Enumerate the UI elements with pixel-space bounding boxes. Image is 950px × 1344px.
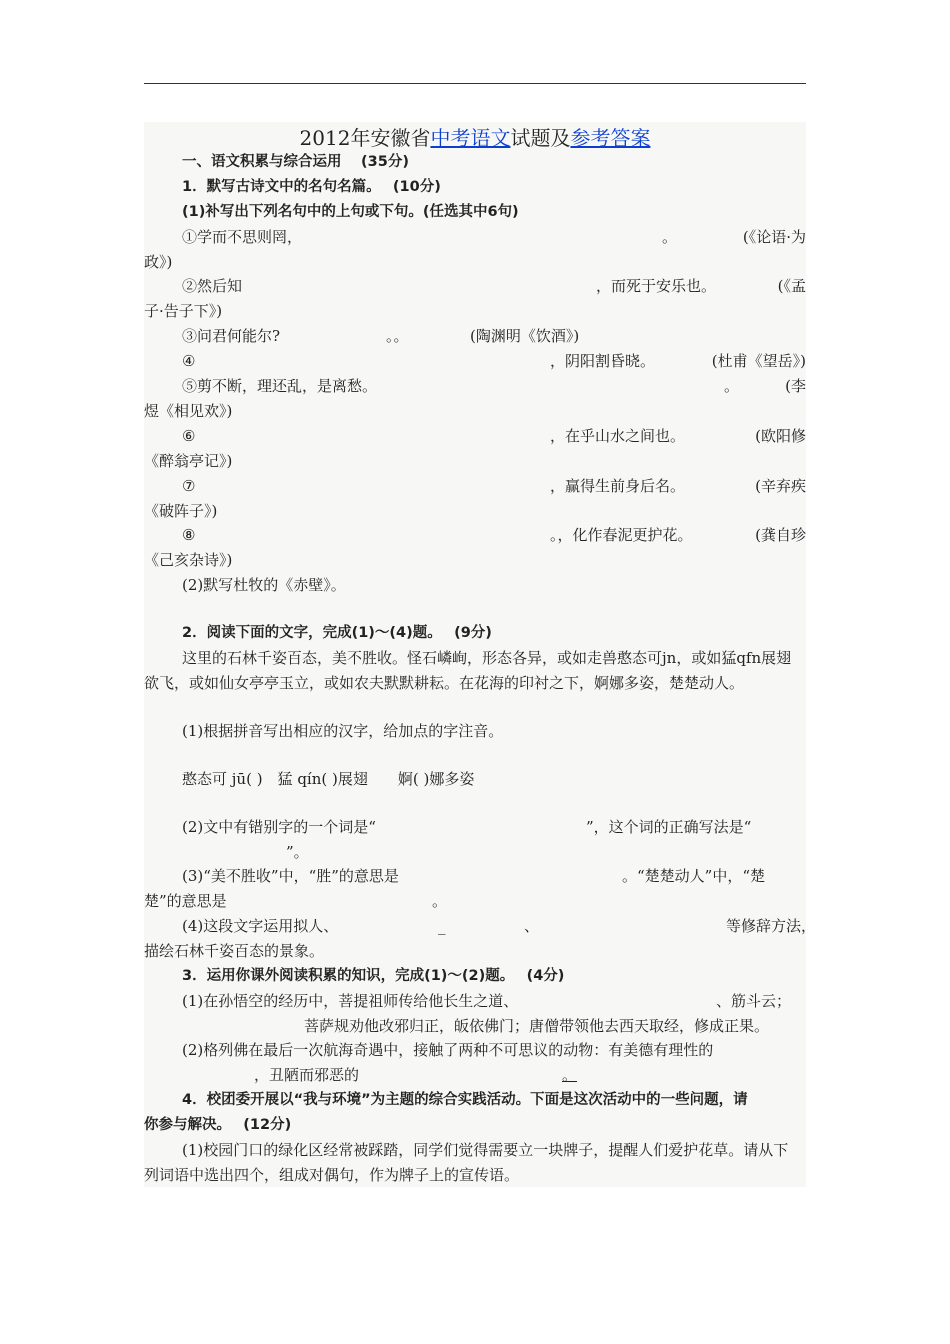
- item-7-cont: 《破阵子》): [144, 502, 218, 520]
- question-4-heading-cont: 你参与解决。 (12分): [144, 1117, 292, 1133]
- item-text: 。: [724, 377, 740, 395]
- item-1-cont: 政》): [144, 253, 173, 271]
- question-1-heading: 1．默写古诗文中的名句名篇。 (10分): [182, 179, 441, 195]
- question-text: 。: [432, 892, 448, 910]
- item-text: ，阴阳割昏晓。: [550, 352, 656, 370]
- link-zhongkao-yuwen[interactable]: 中考语文: [430, 126, 511, 150]
- item-2-cont: 子·告子下》): [144, 302, 223, 320]
- question-text: (3)“美不胜收”中，“胜”的意思是: [182, 867, 399, 885]
- question-1-part-2: (2)默写杜牧的《赤壁》。: [182, 576, 346, 594]
- question-2-part-4: [144, 914, 817, 938]
- question-1-part-1: (1)补写出下列名句中的上句或下句。(任选其中6句): [182, 204, 519, 220]
- item-text: ，赢得生前身后名。: [550, 477, 686, 495]
- question-3-heading: 3．运用你课外阅读积累的知识，完成(1)～(2)题。 (4分): [182, 968, 565, 984]
- item-3: [144, 324, 806, 348]
- question-3-part-2: (2)格列佛在最后一次航海奇遇中，接触了两种不可思议的动物：有美德有理性的: [182, 1041, 714, 1059]
- item-5: [144, 374, 806, 398]
- item-text: ⑧: [182, 526, 196, 544]
- item-source: (杜甫《望岳》): [711, 352, 806, 370]
- item-source: (龚自珍: [755, 526, 806, 544]
- answer-blank: 。: [562, 1066, 578, 1084]
- question-text: _: [438, 917, 446, 935]
- question-text: 、筋斗云；: [716, 992, 792, 1010]
- item-source: (欧阳修: [755, 427, 806, 445]
- question-text: (2)文中有错别字的一个词是“: [182, 818, 376, 836]
- item-source: (陶渊明《饮酒》): [470, 327, 580, 345]
- item-6: [144, 424, 806, 448]
- item-text: ③问君何能尔?: [182, 327, 281, 345]
- item-source: (李: [785, 377, 806, 395]
- header-rule: [144, 83, 806, 84]
- passage-line-2: 欲飞，或如仙女亭亭玉立，或如农夫默默耕耘。在花海的印衬之下，婀娜多姿，楚楚动人。: [144, 674, 745, 692]
- item-text: ②然后知: [182, 277, 243, 295]
- item-text: ④: [182, 352, 196, 370]
- item-source: (《论语·为: [742, 228, 806, 246]
- item-source: (辛弃疾: [755, 477, 806, 495]
- item-text: ，在乎山水之间也。: [550, 427, 686, 445]
- question-text: ，丑陋而邪恶的: [254, 1066, 360, 1084]
- item-text: 。。: [386, 327, 409, 345]
- item-5-cont: 煜《相见欢》): [144, 402, 233, 420]
- item-1: [144, 225, 806, 249]
- question-2-part-2: [144, 815, 806, 839]
- question-text: 。“楚楚动人”中，“楚: [622, 867, 766, 885]
- question-2-part-4-cont: 描绘石林千姿百态的景象。: [144, 942, 325, 960]
- question-2-part-3-cont: [144, 889, 806, 913]
- pinyin-blanks: 憨态可 jū( ) 猛 qín( )展翅 婀( )娜多姿: [182, 770, 475, 788]
- question-2-part-2-cont: ”。: [286, 843, 309, 861]
- title-text: 试题及: [510, 126, 571, 150]
- item-text: ⑥: [182, 427, 196, 445]
- item-text: 。，化作春泥更护花。: [550, 526, 693, 544]
- item-8: [144, 523, 806, 547]
- item-2: [144, 274, 806, 298]
- question-text: (1)在孙悟空的经历中，菩提祖师传给他长生之道、: [182, 992, 519, 1010]
- item-source: (《孟: [777, 277, 806, 295]
- section-heading: 一、语文积累与综合运用 (35分): [182, 154, 409, 170]
- item-8-cont: 《己亥杂诗》): [144, 551, 233, 569]
- question-text: 、: [524, 917, 540, 935]
- item-text: ⑤剪不断，理还乱，是离愁。: [182, 377, 378, 395]
- question-text: 等修辞方法，: [726, 917, 817, 935]
- title-text: 2012年安徽省: [299, 126, 431, 150]
- item-text: 。: [662, 228, 678, 246]
- question-4-part-1: (1)校园门口的绿化区经常被踩踏，同学们觉得需要立一块牌子，提醒人们爱护花草。请从下: [182, 1141, 789, 1159]
- question-text: (4)这段文字运用拟人、: [182, 917, 339, 935]
- item-text: ①学而不思则罔，: [182, 228, 303, 246]
- item-text: ⑦: [182, 477, 196, 495]
- link-reference-answers[interactable]: 参考答案: [570, 126, 651, 150]
- question-4-heading: 4．校团委开展以“我与环境”为主题的综合实践活动。下面是这次活动中的一些问题，请: [182, 1092, 748, 1108]
- question-2-heading: 2．阅读下面的文字，完成(1)～(4)题。 (9分): [182, 625, 492, 641]
- item-6-cont: 《醉翁亭记》): [144, 452, 233, 470]
- question-3-part-1: [144, 989, 806, 1013]
- item-text: ，而死于安乐也。: [596, 277, 717, 295]
- question-2-part-1: (1)根据拼音写出相应的汉字，给加点的字注音。: [182, 722, 504, 740]
- page-title: [144, 124, 806, 152]
- question-text: 楚”的意思是: [144, 892, 227, 910]
- passage-line-1: 这里的石林千姿百态，美不胜收。怪石嶙峋，形态各异，或如走兽憨态可jn，或如猛qfn展翅: [182, 649, 792, 667]
- item-7: [144, 474, 806, 498]
- question-text: ”，这个词的正确写法是“: [586, 818, 752, 836]
- question-3-part-1-cont: 菩萨规劝他改邪归正，皈依佛门；唐僧带领他去西天取经，修成正果。: [304, 1017, 770, 1035]
- item-4: [144, 349, 806, 373]
- question-4-part-1-cont: 列词语中选出四个，组成对偶句，作为牌子上的宣传语。: [144, 1166, 520, 1184]
- question-2-part-3: [144, 864, 806, 888]
